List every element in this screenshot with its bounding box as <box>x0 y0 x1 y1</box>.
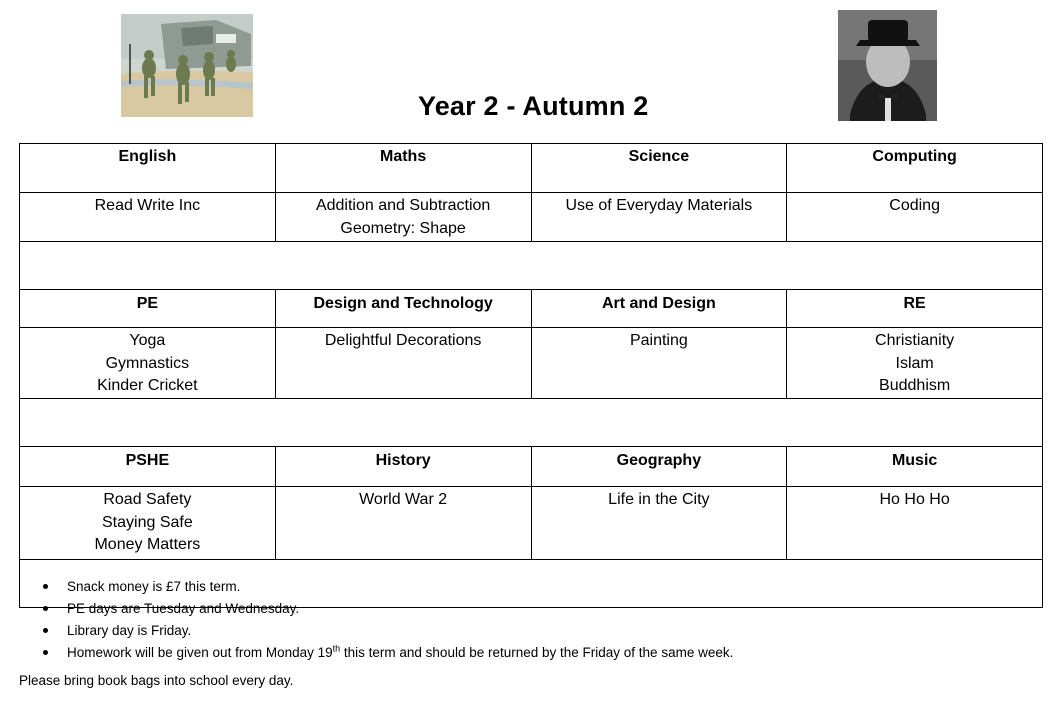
topic-cell: Read Write Inc <box>20 193 276 242</box>
subject-heading: Art and Design <box>531 290 787 328</box>
topic-cell: Ho Ho Ho <box>787 487 1043 560</box>
spacer-row <box>20 242 1043 290</box>
subject-heading: English <box>20 144 276 193</box>
spacer-cell <box>20 399 1043 447</box>
subject-heading: Maths <box>275 144 531 193</box>
topic-row <box>20 487 1043 560</box>
note-item: PE days are Tuesday and Wednesday. <box>40 598 733 620</box>
subject-heading: History <box>275 447 531 487</box>
topic-cell: Delightful Decorations <box>275 328 531 399</box>
notes-list <box>40 576 733 664</box>
homework-text-start: Homework will be given out from Monday 19 <box>67 645 333 660</box>
subject-heading: RE <box>787 290 1043 328</box>
topic-row <box>20 193 1043 242</box>
topic-cell: Coding <box>787 193 1043 242</box>
subject-heading: Science <box>531 144 787 193</box>
subject-heading: PE <box>20 290 276 328</box>
subject-heading: Geography <box>531 447 787 487</box>
spacer-row <box>20 399 1043 447</box>
note-item: Library day is Friday. <box>40 620 733 642</box>
page-title: Year 2 - Autumn 2 <box>418 91 649 121</box>
topic-row <box>20 328 1043 399</box>
subject-heading: Music <box>787 447 1043 487</box>
topic-cell: Road Safety Staying Safe Money Matters <box>20 487 276 560</box>
homework-text-sup: th <box>332 643 341 654</box>
churchill-portrait-photo <box>838 10 937 121</box>
footer-note: Please bring book bags into school every day. <box>19 673 294 688</box>
topic-cell: Addition and Subtraction Geometry: Shape <box>275 193 531 242</box>
note-item-homework <box>40 642 733 664</box>
topic-cell: Painting <box>531 328 787 399</box>
curriculum-table <box>19 143 1043 608</box>
subject-heading: Computing <box>787 144 1043 193</box>
subject-header-row <box>20 447 1043 487</box>
topic-cell: Life in the City <box>531 487 787 560</box>
topic-cell: Yoga Gymnastics Kinder Cricket <box>20 328 276 399</box>
note-item: Snack money is £7 this term. <box>40 576 733 598</box>
subject-header-row <box>20 290 1043 328</box>
spacer-cell <box>20 242 1043 290</box>
topic-cell: Use of Everyday Materials <box>531 193 787 242</box>
homework-text-end: this term and should be returned by the Friday of the same week. <box>340 645 734 660</box>
soldiers-landing-illustration <box>121 14 253 117</box>
subject-header-row <box>20 144 1043 193</box>
topic-cell: World War 2 <box>275 487 531 560</box>
topic-cell: Christianity Islam Buddhism <box>787 328 1043 399</box>
subject-heading: Design and Technology <box>275 290 531 328</box>
subject-heading: PSHE <box>20 447 276 487</box>
